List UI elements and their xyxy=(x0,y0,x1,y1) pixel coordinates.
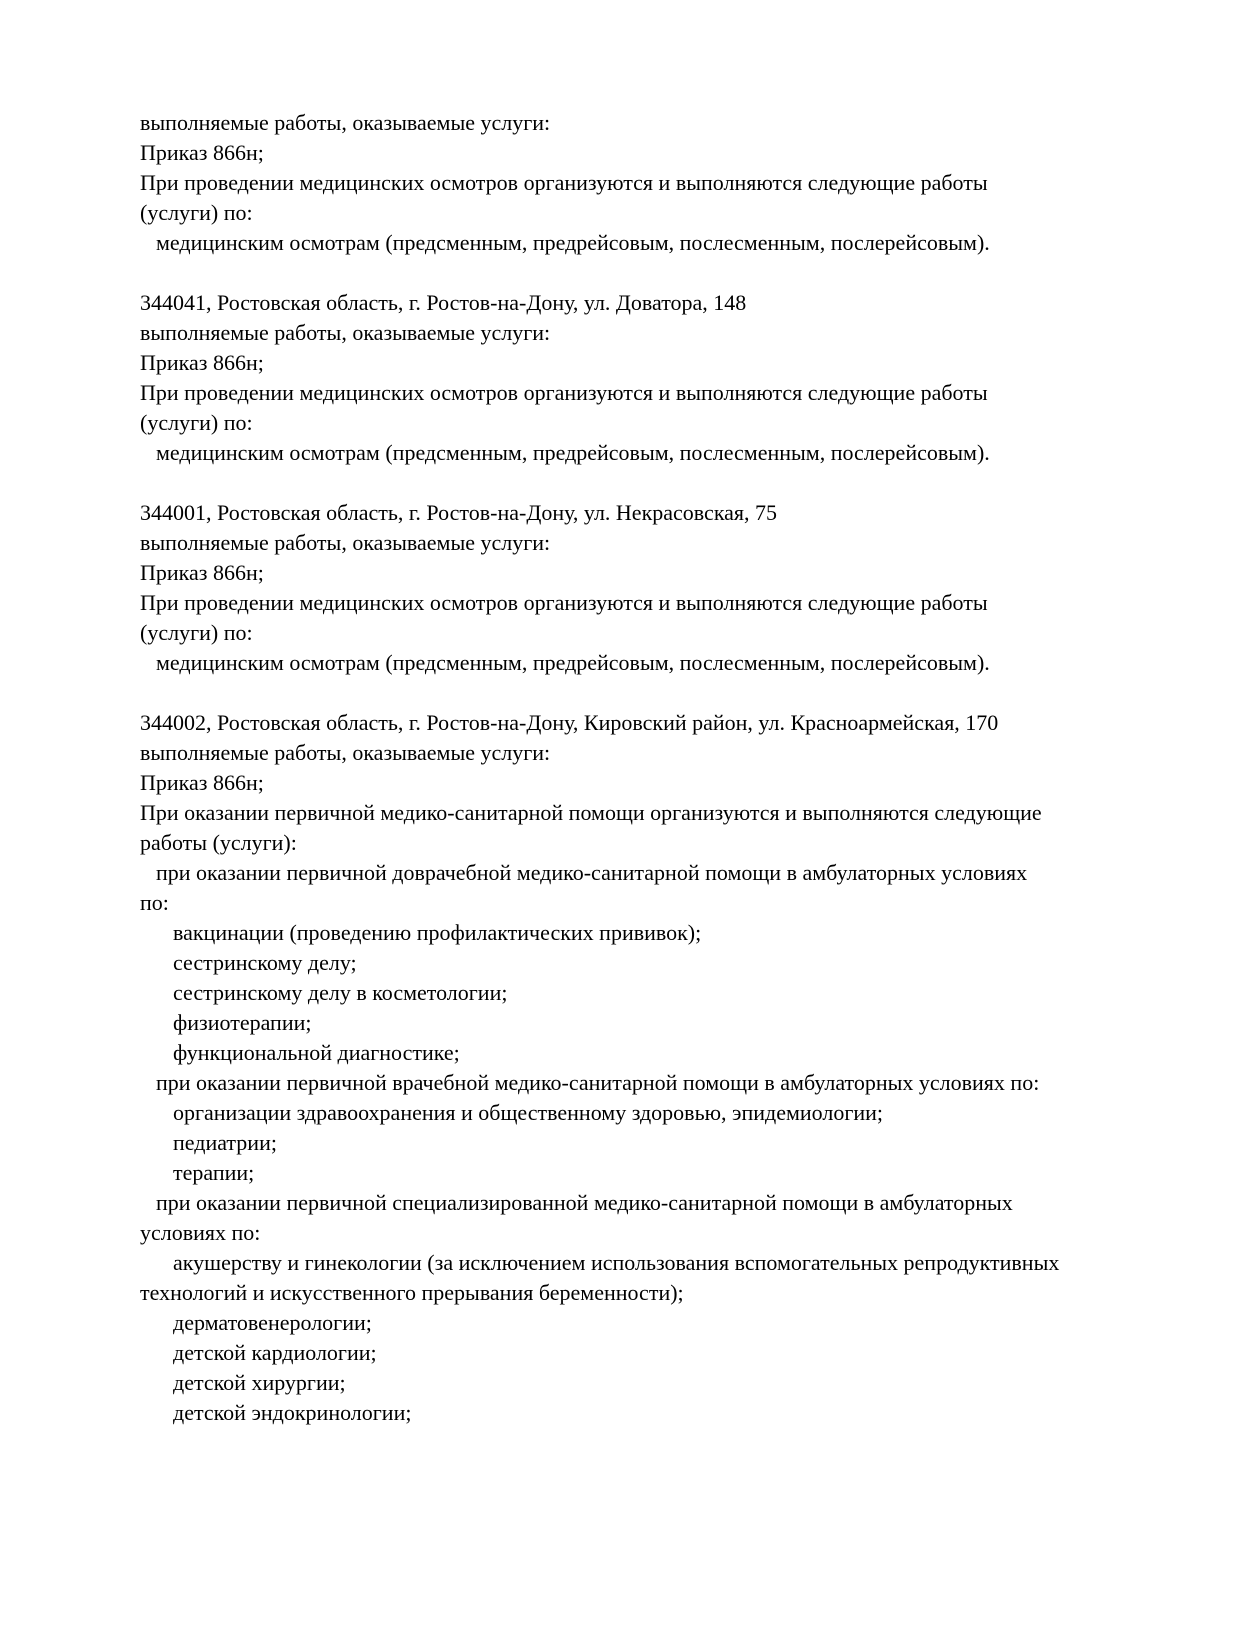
continuation-line: по: xyxy=(140,890,169,915)
order-line: Приказ 866н; xyxy=(140,770,264,795)
care-type-line: при оказании первичной специализированной медико-санитарной помощи в амбулаторных xyxy=(156,1190,1013,1215)
license-works-services-list xyxy=(140,108,1059,1428)
description-line: При проведении медицинских осмотров организуются и выполняются следующие работы xyxy=(140,590,988,615)
works-label-line: выполняемые работы, оказываемые услуги: xyxy=(140,110,551,135)
service-item-line: терапии; xyxy=(173,1160,255,1185)
continuation-line: условиях по: xyxy=(140,1220,261,1245)
service-item-line: медицинским осмотрам (предсменным, предрейсовым, послесменным, послерейсовым). xyxy=(156,650,990,675)
entry-block-2 xyxy=(140,288,1059,468)
order-line: Приказ 866н; xyxy=(140,350,264,375)
continuation-line: (услуги) по: xyxy=(140,410,253,435)
entry-block-3 xyxy=(140,498,1059,678)
works-label-line: выполняемые работы, оказываемые услуги: xyxy=(140,320,551,345)
service-item-line: организации здравоохранения и общественному здоровью, эпидемиологии; xyxy=(173,1100,884,1125)
order-line: Приказ 866н; xyxy=(140,140,264,165)
continuation-line: (услуги) по: xyxy=(140,620,253,645)
description-line: При оказании первичной медико-санитарной помощи организуются и выполняются следующие xyxy=(140,800,1042,825)
service-item-line: детской кардиологии; xyxy=(173,1340,377,1365)
care-type-line: при оказании первичной врачебной медико-санитарной помощи в амбулаторных условиях по: xyxy=(156,1070,1040,1095)
service-item-line: дерматовенерологии; xyxy=(173,1310,372,1335)
care-type-line: при оказании первичной доврачебной медико-санитарной помощи в амбулаторных условиях xyxy=(156,860,1028,885)
address-line: 344001, Ростовская область, г. Ростов-на-Дону, ул. Некрасовская, 75 xyxy=(140,500,778,525)
service-item-line: физиотерапии; xyxy=(173,1010,312,1035)
service-item-line: педиатрии; xyxy=(173,1130,277,1155)
continuation-line: технологий и искусственного прерывания беременности); xyxy=(140,1280,684,1305)
service-item-line: сестринскому делу; xyxy=(173,950,357,975)
continuation-line: работы (услуги): xyxy=(140,830,297,855)
service-item-line: вакцинации (проведению профилактических прививок); xyxy=(173,920,702,945)
address-line: 344041, Ростовская область, г. Ростов-на-Дону, ул. Доватора, 148 xyxy=(140,290,747,315)
description-line: При проведении медицинских осмотров организуются и выполняются следующие работы xyxy=(140,380,988,405)
service-item-line: функциональной диагностике; xyxy=(173,1040,460,1065)
service-item-line: сестринскому делу в косметологии; xyxy=(173,980,508,1005)
entry-block-4 xyxy=(140,708,1059,1428)
description-line: При проведении медицинских осмотров организуются и выполняются следующие работы xyxy=(140,170,988,195)
works-label-line: выполняемые работы, оказываемые услуги: xyxy=(140,740,551,765)
service-item-line: медицинским осмотрам (предсменным, предрейсовым, послесменным, послерейсовым). xyxy=(156,440,990,465)
address-line: 344002, Ростовская область, г. Ростов-на-Дону, Кировский район, ул. Красноармейская, 170 xyxy=(140,710,999,735)
entry-block-1 xyxy=(140,108,1059,258)
order-line: Приказ 866н; xyxy=(140,560,264,585)
service-item-line: медицинским осмотрам (предсменным, предрейсовым, послесменным, послерейсовым). xyxy=(156,230,990,255)
service-item-line: акушерству и гинекологии (за исключением использования вспомогательных репродуктивных xyxy=(173,1250,1060,1275)
works-label-line: выполняемые работы, оказываемые услуги: xyxy=(140,530,551,555)
continuation-line: (услуги) по: xyxy=(140,200,253,225)
service-item-line: детской эндокринологии; xyxy=(173,1400,412,1425)
service-item-line: детской хирургии; xyxy=(173,1370,346,1395)
